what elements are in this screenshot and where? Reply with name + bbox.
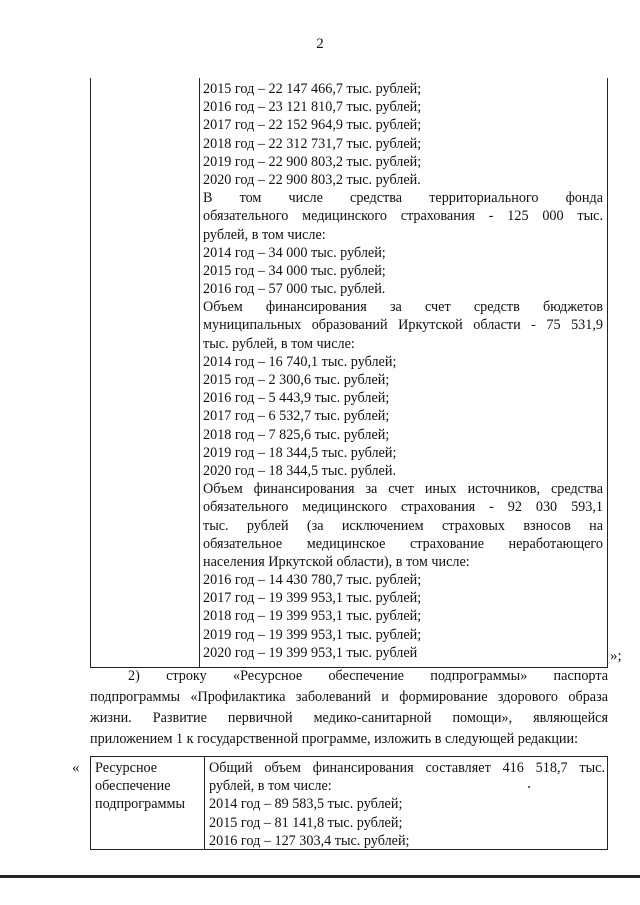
text-line: Объем финансирования за счет средств бюджетов bbox=[203, 299, 603, 316]
text-line: В том числе средства территориального фонда bbox=[203, 190, 603, 207]
text-line: населения Иркутской области), в том числе: bbox=[203, 553, 470, 570]
row-value-cell bbox=[209, 759, 605, 850]
text-line: тыс. рублей, в том числе: bbox=[203, 335, 355, 352]
amendment-paragraph bbox=[90, 666, 608, 750]
funding-table-continued bbox=[90, 78, 608, 668]
text-line: 2014 год – 16 740,1 тыс. рублей; bbox=[203, 353, 397, 370]
closing-quote: »; bbox=[610, 648, 622, 664]
text-line: подпрограммы bbox=[95, 796, 185, 813]
column-divider bbox=[199, 78, 200, 668]
text-line: рублей, в том числе: bbox=[203, 226, 326, 243]
text-line: 2) строку «Ресурсное обеспечение подпрограммы» паспорта bbox=[128, 668, 608, 684]
text-line: 2020 год – 19 399 953,1 тыс. рублей bbox=[203, 644, 418, 661]
text-line: 2018 год – 19 399 953,1 тыс. рублей; bbox=[203, 608, 422, 625]
text-line: 2015 год – 81 141,8 тыс. рублей; bbox=[209, 814, 403, 831]
text-line: 2015 год – 22 147 466,7 тыс. рублей; bbox=[203, 81, 422, 97]
opening-quote: « bbox=[72, 760, 80, 776]
text-line: 2017 год – 19 399 953,1 тыс. рублей; bbox=[203, 590, 422, 607]
row-header-cell bbox=[95, 759, 201, 814]
text-line: обеспечение bbox=[95, 778, 171, 795]
text-line: 2016 год – 14 430 780,7 тыс. рублей; bbox=[203, 572, 422, 589]
text-line: рублей, в том числе: bbox=[209, 778, 332, 795]
text-line: подпрограммы «Профилактика заболеваний и формирование здорового образа bbox=[90, 689, 608, 705]
column-divider bbox=[204, 757, 205, 849]
text-line: 2016 год – 23 121 810,7 тыс. рублей; bbox=[203, 99, 422, 116]
text-line: тыс. рублей (за исключением страховых взносов на bbox=[203, 517, 603, 534]
funding-cell bbox=[203, 80, 603, 662]
text-line: обязательного медицинского страхования - 125 000 тыс. bbox=[203, 208, 603, 225]
text-line: Ресурсное bbox=[95, 760, 158, 776]
page-number: 2 bbox=[316, 36, 324, 52]
text-line: 2018 год – 22 312 731,7 тыс. рублей; bbox=[203, 135, 422, 152]
scan-speck bbox=[528, 786, 530, 788]
page-bottom-rule bbox=[0, 875, 640, 878]
text-line: 2020 год – 18 344,5 тыс. рублей. bbox=[203, 462, 396, 479]
text-line: 2018 год – 7 825,6 тыс. рублей; bbox=[203, 426, 390, 443]
text-line: 2014 год – 34 000 тыс. рублей; bbox=[203, 244, 386, 261]
text-line: обязательного медицинского страхования - 92 030 593,1 bbox=[203, 499, 603, 516]
text-line: 2014 год – 89 583,5 тыс. рублей; bbox=[209, 796, 403, 813]
text-line: 2016 год – 57 000 тыс. рублей. bbox=[203, 281, 386, 298]
text-line: 2020 год – 22 900 803,2 тыс. рублей. bbox=[203, 171, 421, 188]
text-line: обязательное медицинское страхование неработающего bbox=[203, 535, 603, 552]
text-line: Объем финансирования за счет иных источников, средства bbox=[203, 481, 603, 498]
text-line: 2017 год – 6 532,7 тыс. рублей; bbox=[203, 408, 390, 425]
text-line: 2019 год – 22 900 803,2 тыс. рублей; bbox=[203, 153, 422, 170]
text-line: Общий объем финансирования составляет 416 518,7 тыс. bbox=[209, 760, 605, 776]
text-line: 2016 год – 5 443,9 тыс. рублей; bbox=[203, 390, 390, 407]
text-line: 2015 год – 2 300,6 тыс. рублей; bbox=[203, 372, 390, 388]
text-line: жизни. Развитие первичной медико-санитарной помощи», являющейся bbox=[90, 710, 608, 726]
text-line: 2015 год – 34 000 тыс. рублей; bbox=[203, 262, 386, 279]
resource-provision-table bbox=[90, 756, 608, 850]
text-line: 2019 год – 18 344,5 тыс. рублей; bbox=[203, 444, 397, 461]
text-line: приложением 1 к государственной программе, изложить в следующей редакции: bbox=[90, 731, 579, 747]
text-line: 2017 год – 22 152 964,9 тыс. рублей; bbox=[203, 117, 422, 134]
text-line: муниципальных образований Иркутской области - 75 531,9 bbox=[203, 317, 603, 334]
text-line: 2019 год – 19 399 953,1 тыс. рублей; bbox=[203, 626, 422, 643]
text-line: 2016 год – 127 303,4 тыс. рублей; bbox=[209, 832, 410, 849]
